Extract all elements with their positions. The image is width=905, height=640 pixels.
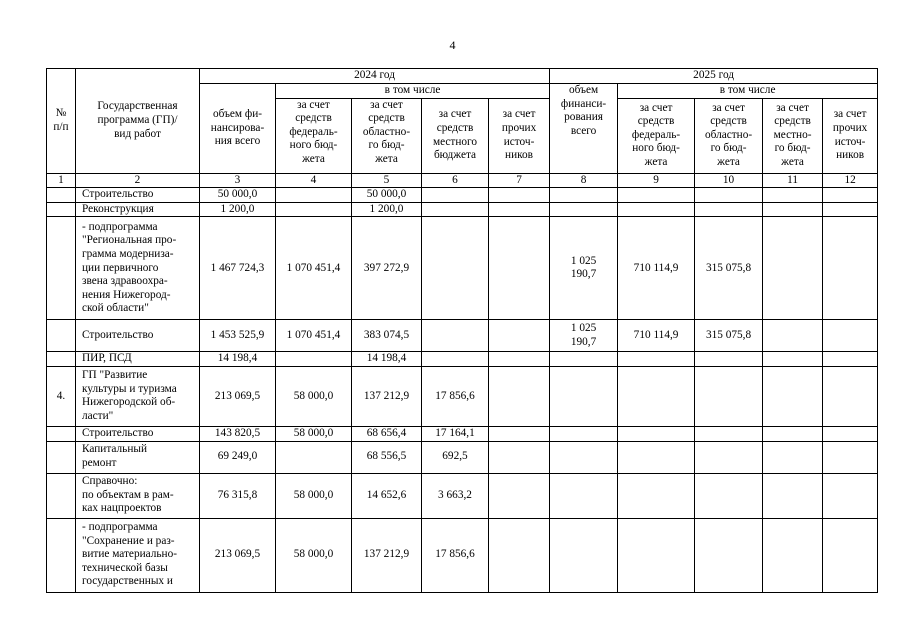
header-year-2025: 2025 год <box>550 69 878 84</box>
value-cell-col-4 <box>276 202 352 217</box>
row-program-name: Справочно: по объектам в рам- ках нацпроектов <box>76 473 200 518</box>
column-number-11: 11 <box>763 173 823 188</box>
value-cell-col-12 <box>823 518 878 592</box>
value-cell-col-7 <box>489 202 550 217</box>
value-cell-col-3: 213 069,5 <box>200 518 276 592</box>
value-cell-col-5: 68 656,4 <box>352 426 422 441</box>
value-cell-col-8 <box>550 188 618 203</box>
value-cell-col-5: 68 556,5 <box>352 441 422 473</box>
header-regional-2025: за счет средств областно- го бюд- жета <box>695 98 763 173</box>
value-cell-col-10: 315 075,8 <box>695 320 763 352</box>
value-cell-col-11 <box>763 426 823 441</box>
value-cell-col-4: 58 000,0 <box>276 366 352 426</box>
value-cell-col-7 <box>489 426 550 441</box>
header-federal-2025: за счет средств федераль- ного бюд- жета <box>618 98 695 173</box>
value-cell-col-8 <box>550 426 618 441</box>
value-cell-col-9 <box>618 473 695 518</box>
value-cell-col-6 <box>422 188 489 203</box>
column-number-7: 7 <box>489 173 550 188</box>
value-cell-col-12 <box>823 320 878 352</box>
row-number: 4. <box>47 366 76 426</box>
value-cell-col-5: 137 212,9 <box>352 518 422 592</box>
row-number <box>47 426 76 441</box>
value-cell-col-3: 50 000,0 <box>200 188 276 203</box>
value-cell-col-10 <box>695 441 763 473</box>
value-cell-col-9 <box>618 352 695 367</box>
row-program-name: Капитальный ремонт <box>76 441 200 473</box>
value-cell-col-4: 1 070 451,4 <box>276 217 352 320</box>
value-cell-col-12 <box>823 188 878 203</box>
value-cell-col-7 <box>489 441 550 473</box>
value-cell-col-6: 17 164,1 <box>422 426 489 441</box>
table-row <box>47 352 878 367</box>
value-cell-col-9: 710 114,9 <box>618 217 695 320</box>
value-cell-col-9 <box>618 366 695 426</box>
value-cell-col-4 <box>276 441 352 473</box>
value-cell-col-4: 58 000,0 <box>276 518 352 592</box>
value-cell-col-8 <box>550 366 618 426</box>
header-in-total-2025: в том числе <box>618 84 878 99</box>
header-local-2024: за счет средств местного бюджета <box>422 98 489 173</box>
table-row <box>47 426 878 441</box>
value-cell-col-6 <box>422 217 489 320</box>
header-regional-2024: за счет средств областно- го бюд- жета <box>352 98 422 173</box>
value-cell-col-12 <box>823 202 878 217</box>
value-cell-col-10 <box>695 426 763 441</box>
value-cell-col-8 <box>550 202 618 217</box>
value-cell-col-3: 1 453 525,9 <box>200 320 276 352</box>
value-cell-col-6 <box>422 202 489 217</box>
value-cell-col-11 <box>763 473 823 518</box>
value-cell-col-7 <box>489 366 550 426</box>
row-number <box>47 202 76 217</box>
value-cell-col-11 <box>763 188 823 203</box>
column-number-4: 4 <box>276 173 352 188</box>
value-cell-col-7 <box>489 352 550 367</box>
value-cell-col-4: 58 000,0 <box>276 473 352 518</box>
value-cell-col-9 <box>618 441 695 473</box>
value-cell-col-11 <box>763 202 823 217</box>
value-cell-col-5: 383 074,5 <box>352 320 422 352</box>
column-number-10: 10 <box>695 173 763 188</box>
value-cell-col-8: 1 025 190,7 <box>550 320 618 352</box>
value-cell-col-8: 1 025 190,7 <box>550 217 618 320</box>
value-cell-col-6: 17 856,6 <box>422 366 489 426</box>
column-number-3: 3 <box>200 173 276 188</box>
budget-table <box>46 68 878 593</box>
value-cell-col-11 <box>763 366 823 426</box>
row-program-name: - подпрограмма "Сохранение и раз- витие материально- технической базы государственных и <box>76 518 200 592</box>
column-number-9: 9 <box>618 173 695 188</box>
value-cell-col-10 <box>695 202 763 217</box>
table-row <box>47 202 878 217</box>
header-in-total-2024: в том числе <box>276 84 550 99</box>
value-cell-col-12 <box>823 352 878 367</box>
value-cell-col-12 <box>823 217 878 320</box>
table-row <box>47 188 878 203</box>
value-cell-col-9 <box>618 202 695 217</box>
value-cell-col-3: 1 200,0 <box>200 202 276 217</box>
value-cell-col-3: 143 820,5 <box>200 426 276 441</box>
value-cell-col-3: 76 315,8 <box>200 473 276 518</box>
value-cell-col-7 <box>489 518 550 592</box>
value-cell-col-8 <box>550 441 618 473</box>
row-program-name: Реконструкция <box>76 202 200 217</box>
row-program-name: Строительство <box>76 188 200 203</box>
header-total-2024: объем фи- нансирова- ния всего <box>200 84 276 174</box>
value-cell-col-6: 3 663,2 <box>422 473 489 518</box>
value-cell-col-3: 1 467 724,3 <box>200 217 276 320</box>
column-number-12: 12 <box>823 173 878 188</box>
value-cell-col-9 <box>618 188 695 203</box>
table-row <box>47 366 878 426</box>
value-cell-col-7 <box>489 188 550 203</box>
value-cell-col-9: 710 114,9 <box>618 320 695 352</box>
column-number-6: 6 <box>422 173 489 188</box>
row-number <box>47 188 76 203</box>
value-cell-col-4: 1 070 451,4 <box>276 320 352 352</box>
value-cell-col-5: 1 200,0 <box>352 202 422 217</box>
value-cell-col-11 <box>763 217 823 320</box>
value-cell-col-9 <box>618 426 695 441</box>
value-cell-col-5: 14 652,6 <box>352 473 422 518</box>
value-cell-col-10 <box>695 366 763 426</box>
row-number <box>47 473 76 518</box>
value-cell-col-3: 14 198,4 <box>200 352 276 367</box>
value-cell-col-6: 692,5 <box>422 441 489 473</box>
table-row <box>47 441 878 473</box>
value-cell-col-11 <box>763 320 823 352</box>
value-cell-col-7 <box>489 473 550 518</box>
header-other-2024: за счет прочих источ- ников <box>489 98 550 173</box>
header-local-2025: за счет средств местно- го бюд- жета <box>763 98 823 173</box>
value-cell-col-11 <box>763 441 823 473</box>
value-cell-col-10 <box>695 352 763 367</box>
value-cell-col-5: 14 198,4 <box>352 352 422 367</box>
value-cell-col-11 <box>763 352 823 367</box>
header-year-2024: 2024 год <box>200 69 550 84</box>
row-program-name: Строительство <box>76 320 200 352</box>
value-cell-col-6 <box>422 352 489 367</box>
value-cell-col-4 <box>276 188 352 203</box>
row-number <box>47 518 76 592</box>
row-number <box>47 352 76 367</box>
value-cell-col-3: 213 069,5 <box>200 366 276 426</box>
value-cell-col-10 <box>695 473 763 518</box>
column-number-2: 2 <box>76 173 200 188</box>
row-program-name: - подпрограмма "Региональная про- грамма модерниза- ции первичного звена здравоохра- нения Нижегород- ской области" <box>76 217 200 320</box>
value-cell-col-7 <box>489 217 550 320</box>
page-number: 4 <box>449 38 456 52</box>
row-number <box>47 320 76 352</box>
value-cell-col-12 <box>823 473 878 518</box>
table-row <box>47 320 878 352</box>
value-cell-col-10 <box>695 518 763 592</box>
row-number <box>47 217 76 320</box>
value-cell-col-10 <box>695 188 763 203</box>
value-cell-col-4: 58 000,0 <box>276 426 352 441</box>
row-program-name: ПИР, ПСД <box>76 352 200 367</box>
row-program-name: Строительство <box>76 426 200 441</box>
value-cell-col-10: 315 075,8 <box>695 217 763 320</box>
value-cell-col-11 <box>763 518 823 592</box>
table-row <box>47 473 878 518</box>
value-cell-col-5: 137 212,9 <box>352 366 422 426</box>
value-cell-col-3: 69 249,0 <box>200 441 276 473</box>
row-program-name: ГП "Развитие культуры и туризма Нижегородской об- ласти" <box>76 366 200 426</box>
value-cell-col-5: 50 000,0 <box>352 188 422 203</box>
value-cell-col-6 <box>422 320 489 352</box>
value-cell-col-5: 397 272,9 <box>352 217 422 320</box>
table-row <box>47 217 878 320</box>
table-row <box>47 518 878 592</box>
header-other-2025: за счет прочих источ- ников <box>823 98 878 173</box>
value-cell-col-12 <box>823 366 878 426</box>
header-program: Государственная программа (ГП)/ вид работ <box>76 69 200 174</box>
value-cell-col-12 <box>823 426 878 441</box>
header-total-2025: объем финанси- рования всего <box>550 84 618 174</box>
column-number-5: 5 <box>352 173 422 188</box>
row-number <box>47 441 76 473</box>
value-cell-col-9 <box>618 518 695 592</box>
value-cell-col-8 <box>550 518 618 592</box>
value-cell-col-4 <box>276 352 352 367</box>
column-number-8: 8 <box>550 173 618 188</box>
value-cell-col-12 <box>823 441 878 473</box>
value-cell-col-8 <box>550 473 618 518</box>
value-cell-col-8 <box>550 352 618 367</box>
header-federal-2024: за счет средств федераль- ного бюд- жета <box>276 98 352 173</box>
value-cell-col-7 <box>489 320 550 352</box>
value-cell-col-6: 17 856,6 <box>422 518 489 592</box>
column-number-1: 1 <box>47 173 76 188</box>
header-num: № п/п <box>47 69 76 174</box>
